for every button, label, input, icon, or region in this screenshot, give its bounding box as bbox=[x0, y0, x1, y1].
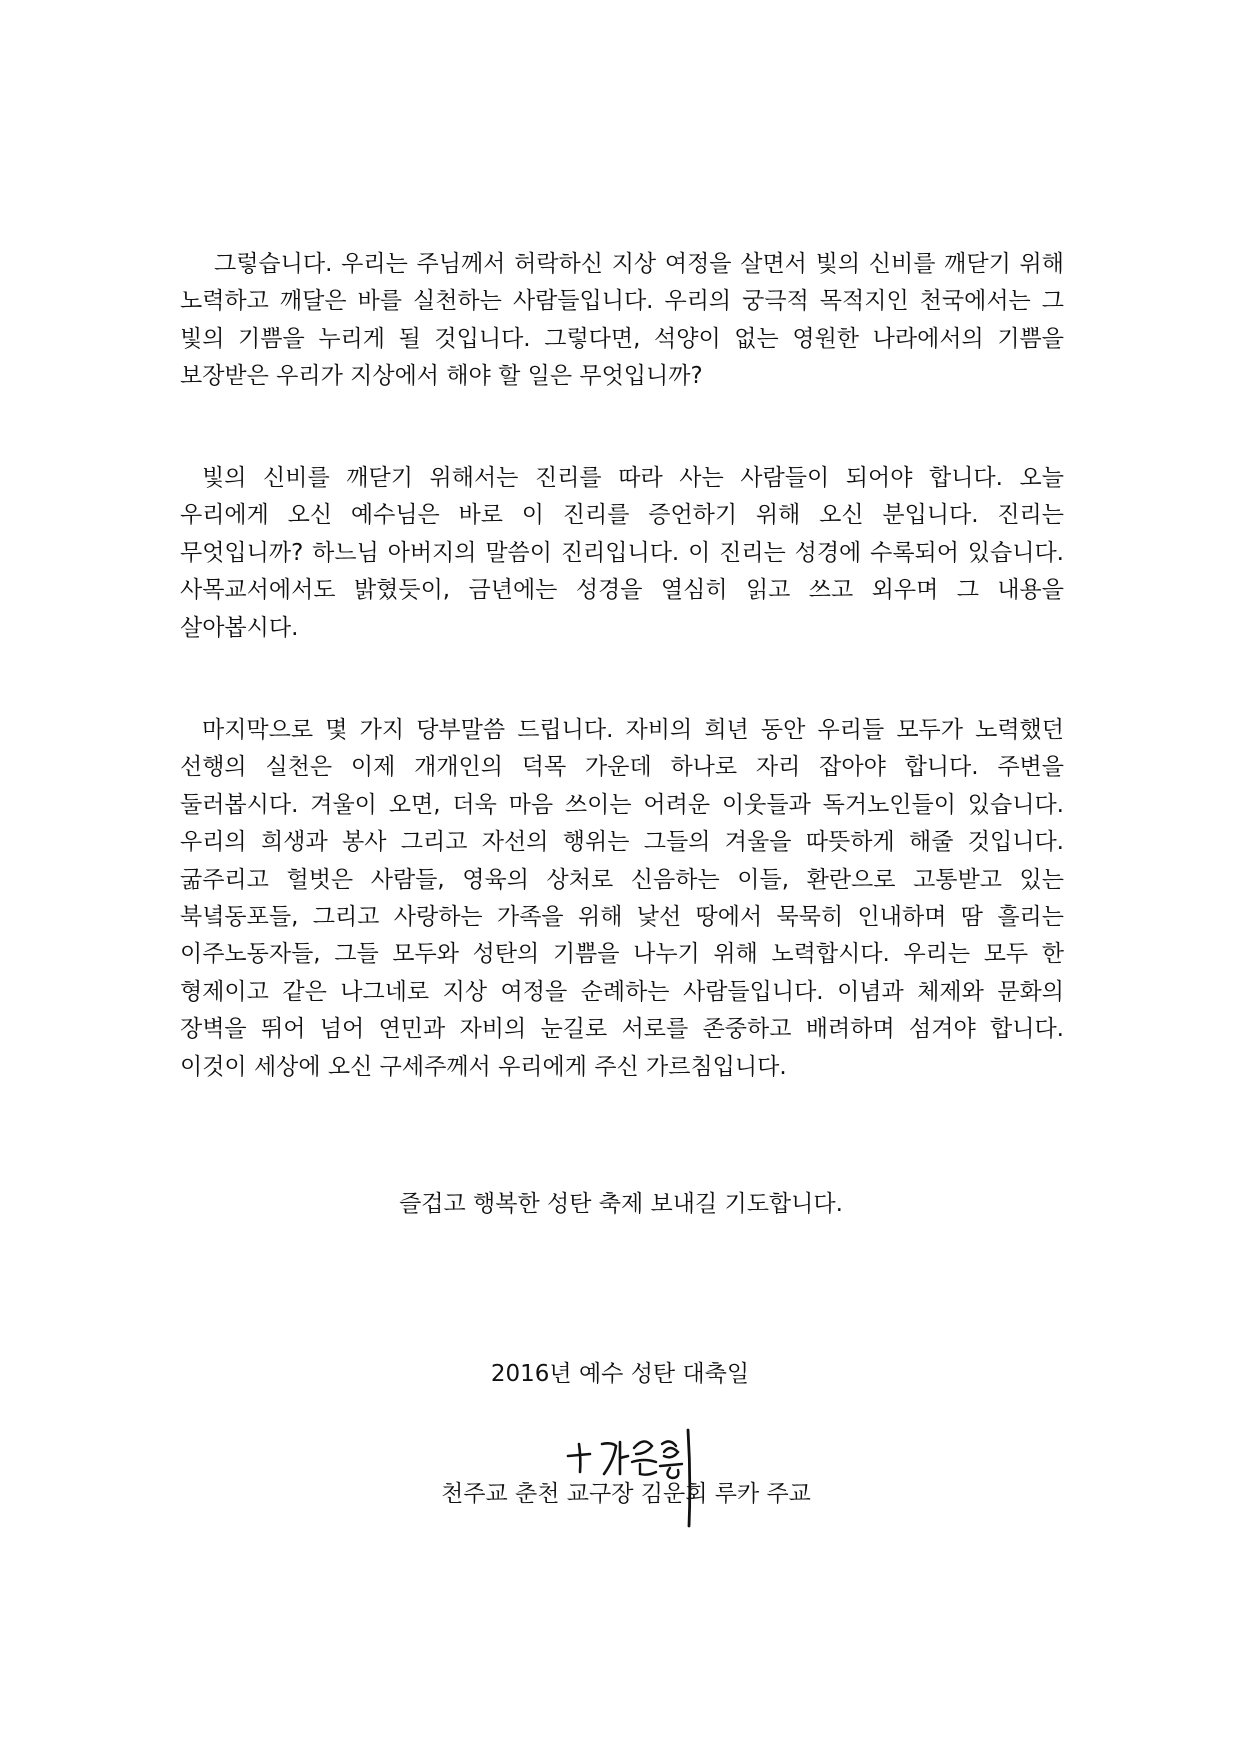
paragraph-1: 그렇습니다. 우리는 주님께서 허락하신 지상 여정을 살면서 빛의 신비를 깨닫기 위해 노력하고 깨달은 바를 실천하는 사람들입니다. 우리의 궁극적 목적지인 천국에서는 그 빛의 기쁨을 누리게 될 것입니다. 그렇다면, 석양이 없는 영원한 나라에서의 기쁨을 보장받은 우리가 지상에서 해야 할 일은 무엇입니까? bbox=[180, 251, 1064, 390]
signer-name: 천주교 춘천 교구장 김운회 루카 주교 bbox=[441, 1481, 811, 1507]
letter-date: 2016년 예수 성탄 대축일 bbox=[490, 1361, 750, 1387]
paragraph-2: 빛의 신비를 깨닫기 위해서는 진리를 따라 사는 사람들이 되어야 합니다. 오늘 우리에게 오신 예수님은 바로 이 진리를 증언하기 위해 오신 분입니다. 진리는 무엇입니까? 하느님 아버지의 말씀이 진리입니다. 이 진리는 성경에 수록되어 있습니다. 사목교서에서도 밝혔듯이, 금년에는 성경을 열심히 읽고 쓰고 외우며 그 내용을 살아봅시다. bbox=[180, 465, 1064, 641]
paragraph-3: 마지막으로 몇 가지 당부말씀 드립니다. 자비의 희년 동안 우리들 모두가 노력했던 선행의 실천은 이제 개개인의 덕목 가운데 하나로 자리 잡아야 합니다. 주변을 둘러봅시다. 겨울이 오면, 더욱 마음 쓰이는 어려운 이웃들과 독거노인들이 있습니다. 우리의 희생과 봉사 그리고 자선의 행위는 그들의 겨울을 따뜻하게 해줄 것입니다. 굶주리고 헐벗은 사람들, 영육의 상처로 신음하는 이들, 환란으로 고통받고 있는 북녘동포들, 그리고 사랑하는 가족을 위해 낯선 땅에서 묵묵히 인내하며 땀 흘리는 이주노동자들, 그들 모두와 성탄의 기쁨을 나누기 위해 노력합시다. 우리는 모두 한 형제이고 같은 나그네로 지상 여정을 순례하는 사람들입니다. 이념과 체제와 문화의 장벽을 뛰어 넘어 연민과 자비의 눈길로 서로를 존중하고 배려하며 섬겨야 합니다. 이것이 세상에 오신 구세주께서 우리에게 주신 가르침입니다. bbox=[180, 717, 1064, 1080]
closing-line: 즐겁고 행복한 성탄 축제 보내길 기도합니다. bbox=[399, 1191, 843, 1217]
